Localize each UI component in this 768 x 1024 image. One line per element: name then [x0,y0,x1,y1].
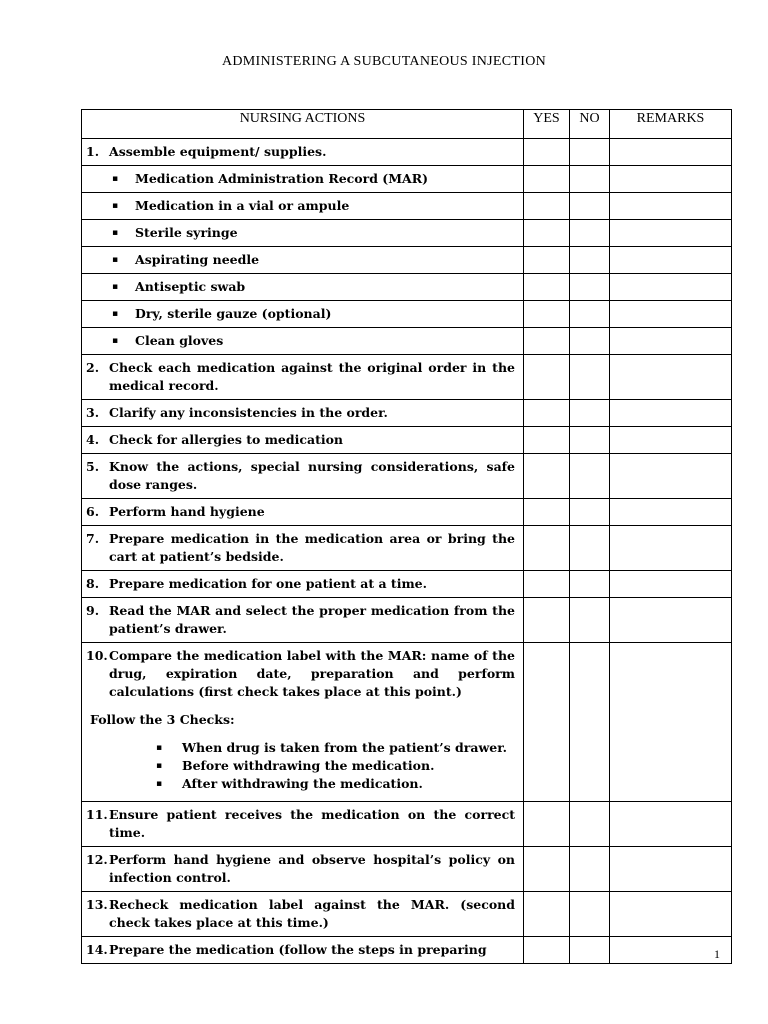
table-row [82,847,732,892]
no-cell[interactable] [570,598,610,643]
table-row [82,301,732,328]
table-row [82,355,732,400]
step-text: Compare the medication label with the MAR: name of the drug, expiration date, preparation and perform calculations (first check takes place at this point.) [109,648,515,699]
no-cell[interactable] [570,247,610,274]
remarks-cell[interactable] [610,499,732,526]
no-cell[interactable] [570,526,610,571]
checks-list [82,733,523,801]
yes-cell[interactable] [524,571,570,598]
remarks-cell[interactable] [610,847,732,892]
bullet-icon: ▪ [156,743,163,753]
step-number: 3. [86,405,100,420]
bullet-icon: ▪ [112,309,119,319]
supply-item: Medication in a vial or ampule [135,198,350,213]
supply-item: Antiseptic swab [135,279,246,294]
step-number: 12. [86,852,108,867]
remarks-cell[interactable] [610,220,732,247]
remarks-cell[interactable] [610,247,732,274]
remarks-cell[interactable] [610,598,732,643]
yes-cell[interactable] [524,847,570,892]
yes-cell[interactable] [524,274,570,301]
step-number: 9. [86,603,100,618]
supply-item: Clean gloves [135,333,224,348]
document-title: ADMINISTERING A SUBCUTANEOUS INJECTION [221,54,547,69]
list-item [156,739,515,757]
no-cell[interactable] [570,301,610,328]
yes-cell[interactable] [524,400,570,427]
check-text: After withdrawing the medication. [182,776,423,791]
no-cell[interactable] [570,220,610,247]
step-text: Check each medication against the original order in the medical record. [109,360,515,393]
yes-cell[interactable] [524,499,570,526]
no-cell[interactable] [570,454,610,499]
table-row [82,643,732,802]
yes-cell[interactable] [524,166,570,193]
no-cell[interactable] [570,892,610,937]
step-number: 11. [86,807,108,822]
step-text: Prepare the medication (follow the steps in preparing [109,942,487,957]
no-cell[interactable] [570,937,610,964]
no-cell[interactable] [570,139,610,166]
yes-cell[interactable] [524,427,570,454]
remarks-cell[interactable] [610,139,732,166]
no-cell[interactable] [570,427,610,454]
step-number: 13. [86,897,108,912]
step-number: 4. [86,432,100,447]
yes-cell[interactable] [524,193,570,220]
check-text: When drug is taken from the patient’s drawer. [182,740,507,755]
yes-cell[interactable] [524,802,570,847]
header-nursing-actions: NURSING ACTIONS [82,110,524,139]
table-row [82,937,732,964]
yes-cell[interactable] [524,643,570,802]
step-number: 5. [86,459,100,474]
yes-cell[interactable] [524,598,570,643]
bullet-icon: ▪ [156,761,163,771]
table-row [82,274,732,301]
header-remarks: REMARKS [610,110,732,139]
table-row [82,454,732,499]
no-cell[interactable] [570,802,610,847]
no-cell[interactable] [570,328,610,355]
remarks-cell[interactable] [610,427,732,454]
yes-cell[interactable] [524,328,570,355]
no-cell[interactable] [570,400,610,427]
supply-item: Aspirating needle [135,252,260,267]
nursing-checklist-table [81,109,732,964]
table-row [82,139,732,166]
supply-item: Medication Administration Record (MAR) [135,171,429,186]
no-cell[interactable] [570,847,610,892]
step-number: 10. [86,648,108,663]
no-cell[interactable] [570,274,610,301]
no-cell[interactable] [570,643,610,802]
table-row [82,571,732,598]
step-text: Perform hand hygiene [109,504,265,519]
header-row [82,110,732,139]
step-number: 2. [86,360,100,375]
bullet-icon: ▪ [156,779,163,789]
table-row [82,247,732,274]
bullet-icon: ▪ [112,201,119,211]
table-row [82,892,732,937]
step-text: Perform hand hygiene and observe hospital’s policy on infection control. [109,852,515,885]
yes-cell[interactable] [524,247,570,274]
step-text: Clarify any inconsistencies in the order. [109,405,388,420]
step-text: Assemble equipment/ supplies. [109,144,327,159]
remarks-cell[interactable] [610,193,732,220]
step-number: 1. [86,144,100,159]
header-no: NO [570,110,610,139]
yes-cell[interactable] [524,937,570,964]
list-item [156,757,515,775]
bullet-icon: ▪ [112,282,119,292]
no-cell[interactable] [570,499,610,526]
table-row [82,427,732,454]
check-text: Before withdrawing the medication. [182,758,435,773]
page-number: 1 [714,947,720,961]
step-text: Prepare medication for one patient at a time. [109,576,427,591]
no-cell[interactable] [570,571,610,598]
yes-cell[interactable] [524,526,570,571]
table-row [82,220,732,247]
remarks-cell[interactable] [610,643,732,802]
remarks-cell[interactable] [610,400,732,427]
remarks-cell[interactable] [610,526,732,571]
remarks-cell[interactable] [610,454,732,499]
table-row [82,598,732,643]
yes-cell[interactable] [524,355,570,400]
yes-cell[interactable] [524,454,570,499]
bullet-icon: ▪ [112,255,119,265]
step-number: 7. [86,531,100,546]
no-cell[interactable] [570,355,610,400]
step-number: 14. [86,942,108,957]
no-cell[interactable] [570,166,610,193]
table-row [82,193,732,220]
no-cell[interactable] [570,193,610,220]
remarks-cell[interactable] [610,571,732,598]
remarks-cell[interactable] [610,892,732,937]
bullet-icon: ▪ [112,336,119,346]
step-text: Prepare medication in the medication area or bring the cart at patient’s bedside. [109,531,515,564]
table-row [82,802,732,847]
step-text: Read the MAR and select the proper medication from the patient’s drawer. [109,603,515,636]
table-row [82,499,732,526]
step-text: Check for allergies to medication [109,432,344,447]
table-row [82,166,732,193]
header-yes: YES [524,110,570,139]
step-number: 6. [86,504,100,519]
supply-item: Dry, sterile gauze (optional) [135,306,332,321]
step-text: Know the actions, special nursing considerations, safe dose ranges. [109,459,515,492]
bullet-icon: ▪ [112,174,119,184]
table-row [82,400,732,427]
remarks-cell[interactable] [610,274,732,301]
step-text: Ensure patient receives the medication on the correct time. [109,807,515,840]
list-item [156,775,515,793]
remarks-cell[interactable] [610,328,732,355]
bullet-icon: ▪ [112,228,119,238]
supply-item: Sterile syringe [135,225,238,240]
yes-cell[interactable] [524,301,570,328]
yes-cell[interactable] [524,139,570,166]
table-row [82,328,732,355]
remarks-cell[interactable] [610,802,732,847]
yes-cell[interactable] [524,892,570,937]
step-number: 8. [86,576,100,591]
remarks-cell[interactable] [610,355,732,400]
remarks-cell[interactable] [610,166,732,193]
follow-checks-heading: Follow the 3 Checks: [90,712,235,727]
remarks-cell[interactable] [610,301,732,328]
table-row [82,526,732,571]
step-text: Recheck medication label against the MAR. (second check takes place at this time.) [109,897,515,930]
yes-cell[interactable] [524,220,570,247]
